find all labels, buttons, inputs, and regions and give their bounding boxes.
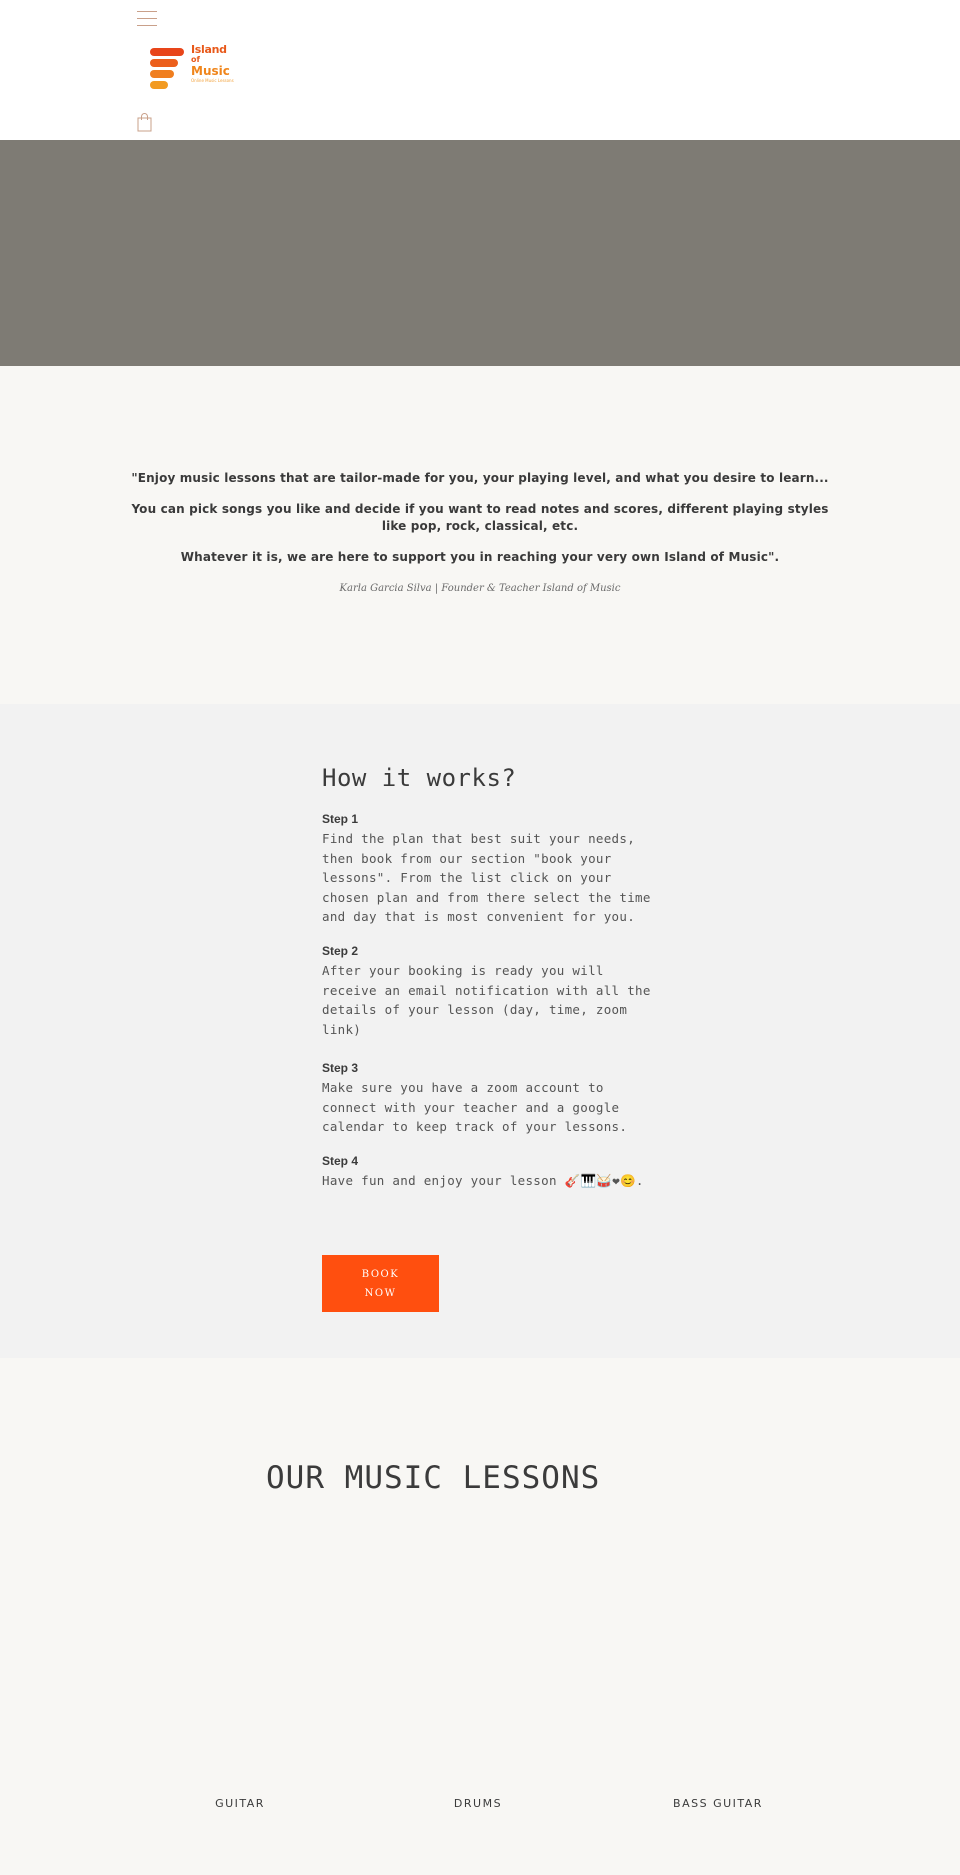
music-lessons-section <box>0 1358 960 1875</box>
step-2-title: Step 2 <box>322 944 359 958</box>
how-it-works-section <box>0 704 960 1358</box>
logo-bars-icon <box>150 48 186 88</box>
step-4-title: Step 4 <box>322 1154 359 1168</box>
logo-line-island: Island <box>191 43 227 56</box>
step-1-title: Step 1 <box>322 812 359 826</box>
lesson-guitar[interactable]: GUITAR <box>215 1797 265 1810</box>
quote-section <box>0 366 960 704</box>
book-now-button[interactable] <box>322 1255 439 1312</box>
step-4-text: Have fun and enjoy your lesson 🎸🎹🥁❤😊. <box>322 1173 644 1188</box>
step-1-text: Find the plan that best suit your needs, then book from our section "book your lessons". From the list click on your chosen plan and from there select the time and day that is most convenient for you. <box>322 831 651 924</box>
logo-line-music: Music <box>191 64 230 78</box>
quote-paragraph-3: Whatever it is, we are here to support you in reaching your very own Island of Music". <box>180 550 780 564</box>
hero-image <box>0 140 960 366</box>
lesson-bass-guitar[interactable]: BASS GUITAR <box>673 1797 763 1810</box>
logo-tagline: Online Music Lessons <box>191 78 234 83</box>
lesson-drums[interactable]: DRUMS <box>453 1797 503 1810</box>
lessons-title: OUR MUSIC LESSONS <box>266 1460 601 1496</box>
hamburger-menu-icon[interactable] <box>137 11 157 26</box>
logo-wordmark <box>191 44 253 83</box>
step-3-title: Step 3 <box>322 1061 359 1075</box>
quote-paragraph-2: You can pick songs you like and decide if you want to read notes and scores, different playing styles like pop, rock, classical, etc. <box>131 502 829 533</box>
logo-line-of: of <box>191 55 200 64</box>
book-now-label: BOOK NOW <box>361 1268 400 1299</box>
step-3-text: Make sure you have a zoom account to connect with your teacher and a google calendar to keep track of your lessons. <box>322 1080 628 1134</box>
quote-paragraph-1: "Enjoy music lessons that are tailor-made for you, your playing level, and what you desire to learn... <box>131 471 829 485</box>
site-logo[interactable] <box>150 44 250 90</box>
step-2-text: After your booking is ready you will receive an email notification with all the details of your lesson (day, time, zoom link) <box>322 963 651 1037</box>
site-header <box>0 0 960 140</box>
shopping-bag-icon[interactable] <box>137 112 153 132</box>
quote-author: Karla Garcia Silva | Founder & Teacher Island of Music <box>339 583 621 594</box>
how-it-works-title: How it works? <box>322 764 517 792</box>
